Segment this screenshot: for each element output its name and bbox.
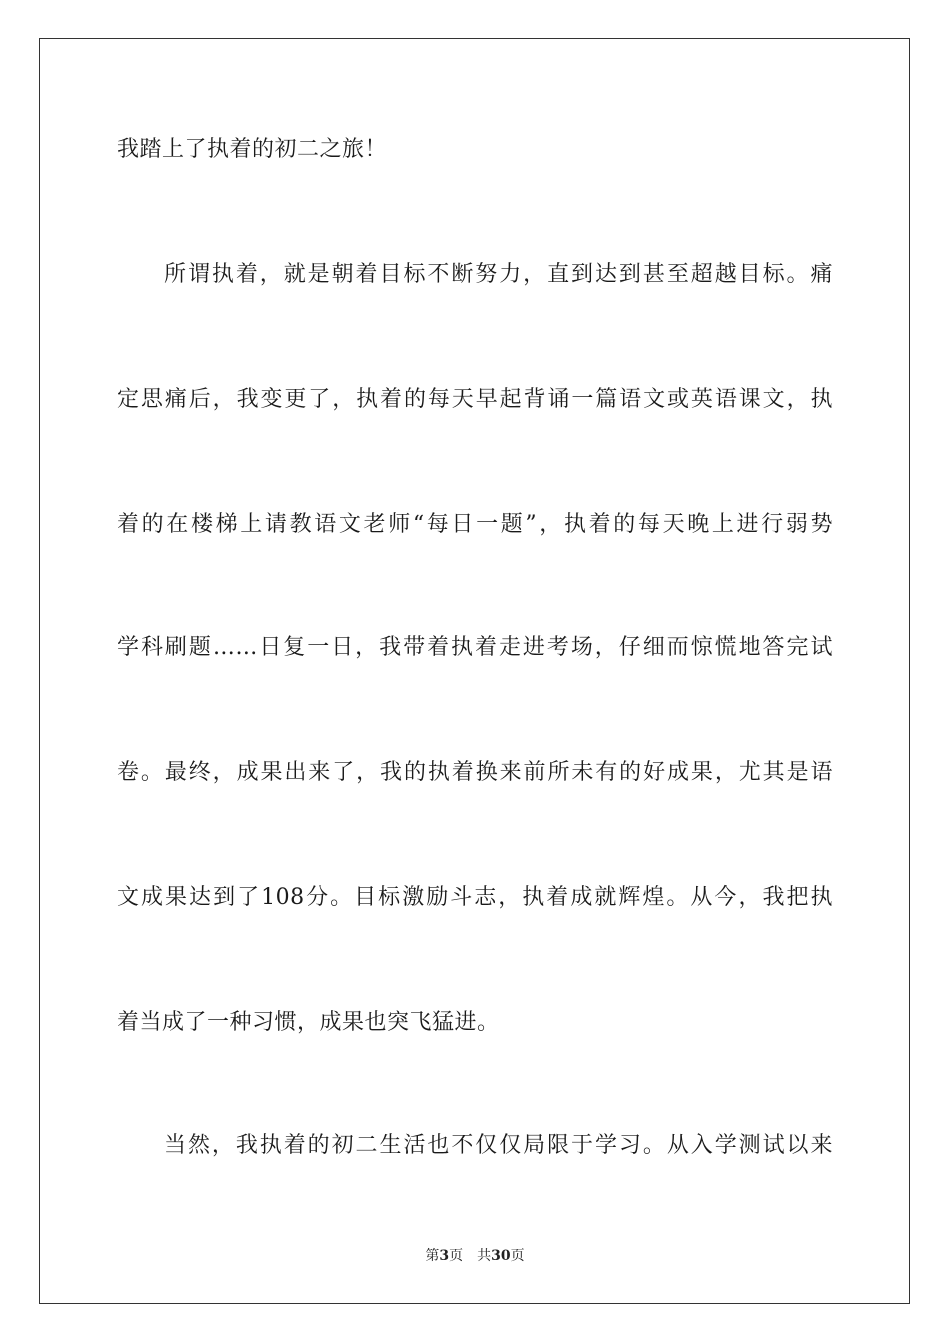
text-line-3: 定思痛后，我变更了，执着的每天早起背诵一篇语文或英语课文，执 xyxy=(117,387,833,412)
page-footer xyxy=(0,1246,950,1266)
text-line-4: 着的在楼梯上请教语文老师“每日一题”，执着的每天晚上进行弱势 xyxy=(117,512,833,537)
total-suffix: 页 xyxy=(510,1248,525,1264)
page-number: 3 xyxy=(439,1248,450,1264)
text-line-2: 所谓执着，就是朝着目标不断努力，直到达到甚至超越目标。痛 xyxy=(164,262,833,287)
total-prefix: 共 xyxy=(477,1248,492,1264)
text-line-9: 当然，我执着的初二生活也不仅仅局限于学习。从入学测试以来 xyxy=(164,1133,833,1158)
text-line-7: 文成果达到了108分。目标激励斗志，执着成就辉煌。从今，我把执 xyxy=(117,885,833,910)
text-line-1: 我踏上了执着的初二之旅！ xyxy=(117,137,388,162)
text-line-5: 学科刷题……日复一日，我带着执着走进考场，仔细而惊慌地答完试 xyxy=(117,635,833,660)
page-total: 30 xyxy=(491,1248,511,1264)
text-line-8: 着当成了一种习惯，成果也突飞猛进。 xyxy=(117,1010,500,1035)
text-line-6: 卷。最终，成果出来了，我的执着换来前所未有的好成果，尤其是语 xyxy=(117,760,833,785)
page-border xyxy=(39,38,910,1304)
page-prefix: 第 xyxy=(425,1248,440,1264)
page-suffix: 页 xyxy=(449,1248,464,1264)
